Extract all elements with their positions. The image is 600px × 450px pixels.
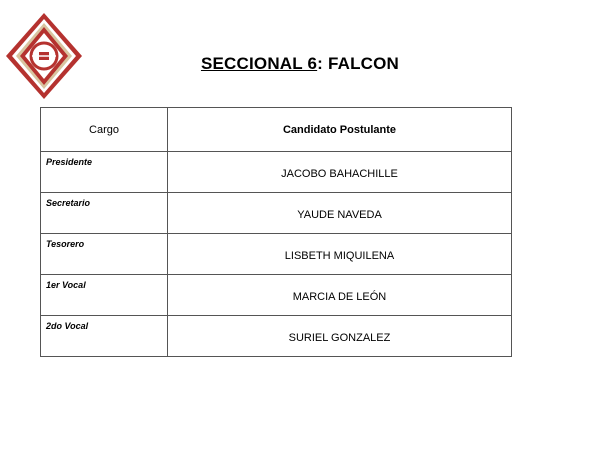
table-row bbox=[41, 234, 512, 275]
candidato-cell: SURIEL GONZALEZ bbox=[168, 316, 512, 357]
page-title bbox=[0, 54, 600, 74]
title-suffix: : FALCON bbox=[317, 54, 400, 73]
candidato-cell: YAUDE NAVEDA bbox=[168, 193, 512, 234]
table-row bbox=[41, 152, 512, 193]
header-candidato: Candidato Postulante bbox=[168, 108, 512, 152]
title-number: 6 bbox=[307, 54, 318, 73]
candidates-table bbox=[40, 107, 512, 357]
title-prefix: SECCIONAL bbox=[200, 54, 308, 73]
cargo-cell: 1er Vocal bbox=[41, 275, 168, 316]
header-cargo: Cargo bbox=[41, 108, 168, 152]
cargo-cell: Tesorero bbox=[41, 234, 168, 275]
cargo-cell: Presidente bbox=[41, 152, 168, 193]
cargo-cell: Secretario bbox=[41, 193, 168, 234]
cargo-cell: 2do Vocal bbox=[41, 316, 168, 357]
table-row bbox=[41, 316, 512, 357]
table-row bbox=[41, 193, 512, 234]
table-row bbox=[41, 275, 512, 316]
table-header-row bbox=[41, 108, 512, 152]
candidato-cell: MARCIA DE LEÓN bbox=[168, 275, 512, 316]
candidato-cell: LISBETH MIQUILENA bbox=[168, 234, 512, 275]
candidato-cell: JACOBO BAHACHILLE bbox=[168, 152, 512, 193]
